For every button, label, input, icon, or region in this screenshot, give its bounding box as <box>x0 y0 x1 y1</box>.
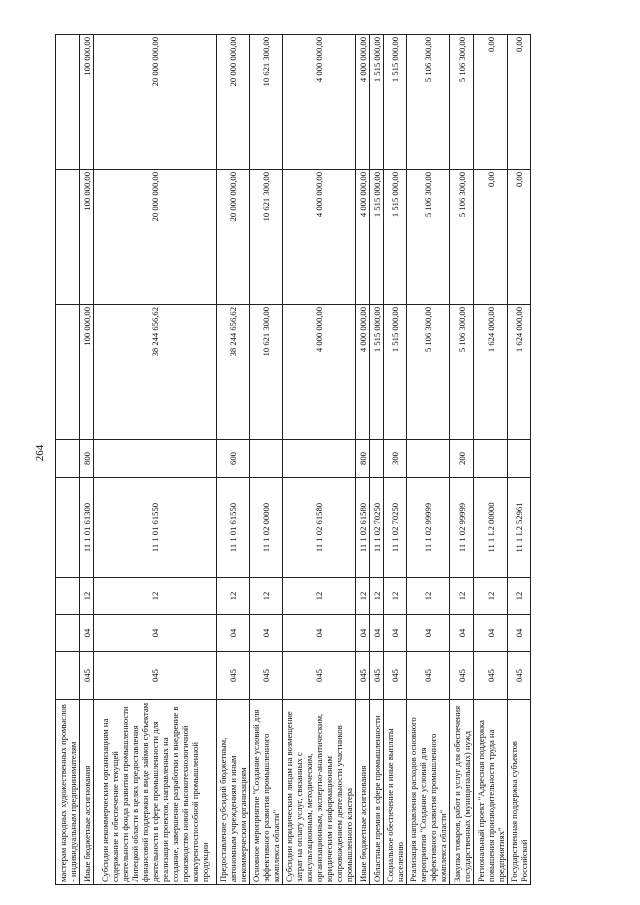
target-article-code: 11 1 01 61300 <box>80 478 94 578</box>
expense-type-code <box>250 440 283 478</box>
expense-type-code: 800 <box>80 440 94 478</box>
section-code: 04 <box>94 615 217 652</box>
amount-year-1: 4 000 000,00 <box>356 305 370 440</box>
budget-table <box>55 34 531 885</box>
amount-year-3: 4 000 000,00 <box>283 35 356 170</box>
table-row <box>508 35 531 885</box>
amount-year-3: 20 000 000,00 <box>217 35 250 170</box>
expense-type-code: 800 <box>356 440 370 478</box>
section-code: 04 <box>474 615 508 652</box>
amount-year-3: 0,00 <box>474 35 508 170</box>
table-row <box>384 35 407 885</box>
expense-type-code <box>56 440 80 478</box>
table-row <box>450 35 474 885</box>
amount-year-2: 0,00 <box>508 170 531 305</box>
amount-year-1: 5 106 300,00 <box>450 305 474 440</box>
admin-code: 045 <box>370 652 384 700</box>
table-row <box>56 35 80 885</box>
amount-year-2: 4 000 000,00 <box>356 170 370 305</box>
amount-year-1: 38 244 656,62 <box>94 305 217 440</box>
amount-year-1: 1 515 000,00 <box>384 305 407 440</box>
amount-year-3 <box>56 35 80 170</box>
amount-year-2: 1 515 000,00 <box>370 170 384 305</box>
subsection-code: 12 <box>384 578 407 615</box>
target-article-code: 11 1 02 00000 <box>250 478 283 578</box>
page-number: 264 <box>34 444 46 462</box>
section-code: 04 <box>356 615 370 652</box>
admin-code: 045 <box>474 652 508 700</box>
amount-year-1 <box>56 305 80 440</box>
target-article-code: 11 1 02 70250 <box>384 478 407 578</box>
amount-year-1: 5 106 300,00 <box>407 305 450 440</box>
amount-year-2: 1 515 000,00 <box>384 170 407 305</box>
subsection-code <box>56 578 80 615</box>
budget-table-body <box>56 35 531 885</box>
subsection-code: 12 <box>450 578 474 615</box>
amount-year-2: 10 621 300,00 <box>250 170 283 305</box>
amount-year-1: 4 000 000,00 <box>283 305 356 440</box>
target-article-code: 11 1 L2 00000 <box>474 478 508 578</box>
section-code: 04 <box>283 615 356 652</box>
admin-code: 045 <box>508 652 531 700</box>
section-code: 04 <box>217 615 250 652</box>
subsection-code: 12 <box>356 578 370 615</box>
subsection-code: 12 <box>250 578 283 615</box>
amount-year-3: 0,00 <box>508 35 531 170</box>
row-name: Областные премии в сфере промышленности <box>370 700 384 885</box>
admin-code: 045 <box>250 652 283 700</box>
amount-year-2 <box>56 170 80 305</box>
amount-year-3: 10 621 300,00 <box>250 35 283 170</box>
table-row <box>94 35 217 885</box>
amount-year-2: 20 000 000,00 <box>217 170 250 305</box>
amount-year-2: 5 106 300,00 <box>407 170 450 305</box>
amount-year-3: 100 000,00 <box>80 35 94 170</box>
row-name: Социальное обеспечение и иные выплаты населению <box>384 700 407 885</box>
section-code: 04 <box>450 615 474 652</box>
amount-year-3: 1 515 000,00 <box>384 35 407 170</box>
target-article-code: 11 1 01 61550 <box>94 478 217 578</box>
row-name: Субсидии юридическим лицам на возмещение затрат на оплату услуг, связанных с консультационным, методическим, организационным, экспертно-аналитическим, юридическим и информационным сопровождением деятельности участников промышленного кластера <box>283 700 356 885</box>
row-name: Иные бюджетные ассигнования <box>356 700 370 885</box>
subsection-code: 12 <box>370 578 384 615</box>
expense-type-code: 600 <box>217 440 250 478</box>
row-name: Реализация направления расходов основного мероприятия "Создание условий для эффективного развития промышленного комплекса области" <box>407 700 450 885</box>
amount-year-1: 10 621 300,00 <box>250 305 283 440</box>
amount-year-2: 5 106 300,00 <box>450 170 474 305</box>
admin-code: 045 <box>450 652 474 700</box>
expense-type-code: 300 <box>384 440 407 478</box>
amount-year-2: 0,00 <box>474 170 508 305</box>
row-name: Государственная поддержка субъектов Российской <box>508 700 531 885</box>
expense-type-code: 200 <box>450 440 474 478</box>
amount-year-1: 100 000,00 <box>80 305 94 440</box>
section-code: 04 <box>508 615 531 652</box>
table-row <box>356 35 370 885</box>
amount-year-3: 4 000 000,00 <box>356 35 370 170</box>
expense-type-code <box>474 440 508 478</box>
table-row <box>250 35 283 885</box>
amount-year-3: 1 515 000,00 <box>370 35 384 170</box>
row-name: Субсидии некоммерческим организациям на содержание и обеспечение текущей деятельности фонда развития промышленности Липецкой области в целях предоставления финансовой поддержки в виде займов субъектам деятельности в сфере промышленности для реализации проектов, направленных на создание, завершение разработки и внедрение в производство новой высокотехнологичной конкурентоспособной промышленной продукции <box>94 700 217 885</box>
target-article-code <box>56 478 80 578</box>
target-article-code: 11 1 L2 52961 <box>508 478 531 578</box>
row-name: мастерам народных художественных промыслов - индивидуальным предпринимателям <box>56 700 80 885</box>
amount-year-1: 1 624 000,00 <box>508 305 531 440</box>
amount-year-1: 1 624 000,00 <box>474 305 508 440</box>
subsection-code: 12 <box>80 578 94 615</box>
admin-code: 045 <box>217 652 250 700</box>
expense-type-code <box>407 440 450 478</box>
subsection-code: 12 <box>283 578 356 615</box>
amount-year-1: 1 515 000,00 <box>370 305 384 440</box>
admin-code: 045 <box>80 652 94 700</box>
amount-year-1: 38 244 656,62 <box>217 305 250 440</box>
row-name: Закупка товаров, работ и услуг для обеспечения государственных (муниципальных) нужд <box>450 700 474 885</box>
expense-type-code <box>94 440 217 478</box>
table-row <box>80 35 94 885</box>
expense-type-code <box>508 440 531 478</box>
subsection-code: 12 <box>508 578 531 615</box>
admin-code <box>56 652 80 700</box>
amount-year-2: 100 000,00 <box>80 170 94 305</box>
subsection-code: 12 <box>474 578 508 615</box>
subsection-code: 12 <box>217 578 250 615</box>
amount-year-3: 20 000 000,00 <box>94 35 217 170</box>
table-row <box>217 35 250 885</box>
target-article-code: 11 1 02 70250 <box>370 478 384 578</box>
admin-code: 045 <box>283 652 356 700</box>
expense-type-code <box>370 440 384 478</box>
section-code: 04 <box>80 615 94 652</box>
target-article-code: 11 1 01 61550 <box>217 478 250 578</box>
amount-year-3: 5 106 300,00 <box>407 35 450 170</box>
row-name: Предоставление субсидий бюджетным, автономным учреждениям и иным некоммерческим организациям <box>217 700 250 885</box>
section-code: 04 <box>407 615 450 652</box>
row-name: Иные бюджетные ассигнования <box>80 700 94 885</box>
subsection-code: 12 <box>407 578 450 615</box>
amount-year-2: 20 000 000,00 <box>94 170 217 305</box>
section-code: 04 <box>384 615 407 652</box>
subsection-code: 12 <box>94 578 217 615</box>
table-row <box>370 35 384 885</box>
table-row <box>283 35 356 885</box>
table-row <box>474 35 508 885</box>
row-name: Основное мероприятие "Создание условий для эффективного развития промышленного комплекса области" <box>250 700 283 885</box>
section-code <box>56 615 80 652</box>
expense-type-code <box>283 440 356 478</box>
admin-code: 045 <box>407 652 450 700</box>
admin-code: 045 <box>356 652 370 700</box>
amount-year-2: 4 000 000,00 <box>283 170 356 305</box>
target-article-code: 11 1 02 99999 <box>407 478 450 578</box>
row-name: Региональный проект "Адресная поддержка повышения производительности труда на предприятиях" <box>474 700 508 885</box>
target-article-code: 11 1 02 61580 <box>283 478 356 578</box>
section-code: 04 <box>370 615 384 652</box>
target-article-code: 11 1 02 99999 <box>450 478 474 578</box>
admin-code: 045 <box>94 652 217 700</box>
section-code: 04 <box>250 615 283 652</box>
budget-table-wrapper <box>55 35 580 885</box>
amount-year-3: 5 106 300,00 <box>450 35 474 170</box>
target-article-code: 11 1 02 61580 <box>356 478 370 578</box>
admin-code: 045 <box>384 652 407 700</box>
table-row <box>407 35 450 885</box>
